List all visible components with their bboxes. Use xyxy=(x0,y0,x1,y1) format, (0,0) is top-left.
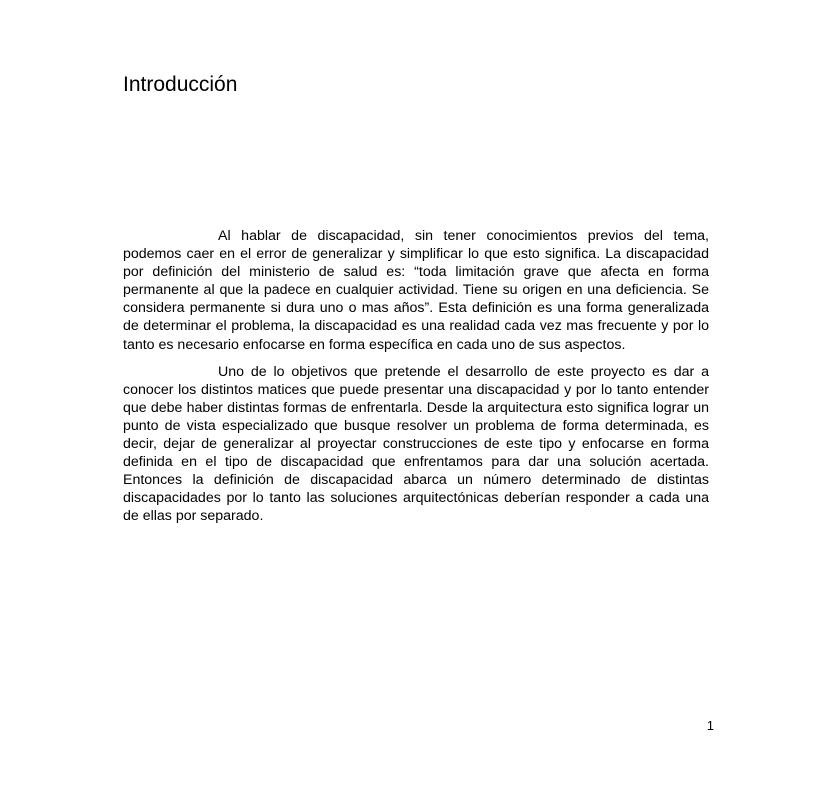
page-number: 1 xyxy=(706,718,714,733)
body-text xyxy=(123,227,709,535)
page-title: Introducción xyxy=(123,73,238,96)
paragraph-1: Al hablar de discapacidad, sin tener conocimientos previos del tema, podemos caer en el error de generalizar y simplificar lo que esto significa. La discapacidad por definición del ministerio de salud es: “toda limitación grave que afecta en forma permanente al que la padece en cualquier actividad. Tiene su origen en una deficiencia. Se considera permanente si dura uno o mas años”. Esta definición es una forma generalizada de determinar el problema, la discapacidad es una realidad cada vez mas frecuente y por lo tanto es necesario enfocarse en forma específica en cada uno de sus aspectos. xyxy=(123,228,709,353)
paragraph-2: Uno de lo objetivos que pretende el desarrollo de este proyecto es dar a conocer los distintos matices que puede presentar una discapacidad y por lo tanto entender que debe haber distintas formas de enfrentarla. Desde la arquitectura esto significa lograr un punto de vista especializado que busque resolver un problema de forma determinada, es decir, dejar de generalizar al proyectar construcciones de este tipo y enfocarse en forma definida en el tipo de discapacidad que enfrentamos para dar una solución acertada. Entonces la definición de discapacidad abarca un número determinado de distintas discapacidades por lo tanto las soluciones arquitectónicas deberían responder a cada una de ellas por separado. xyxy=(123,363,709,525)
